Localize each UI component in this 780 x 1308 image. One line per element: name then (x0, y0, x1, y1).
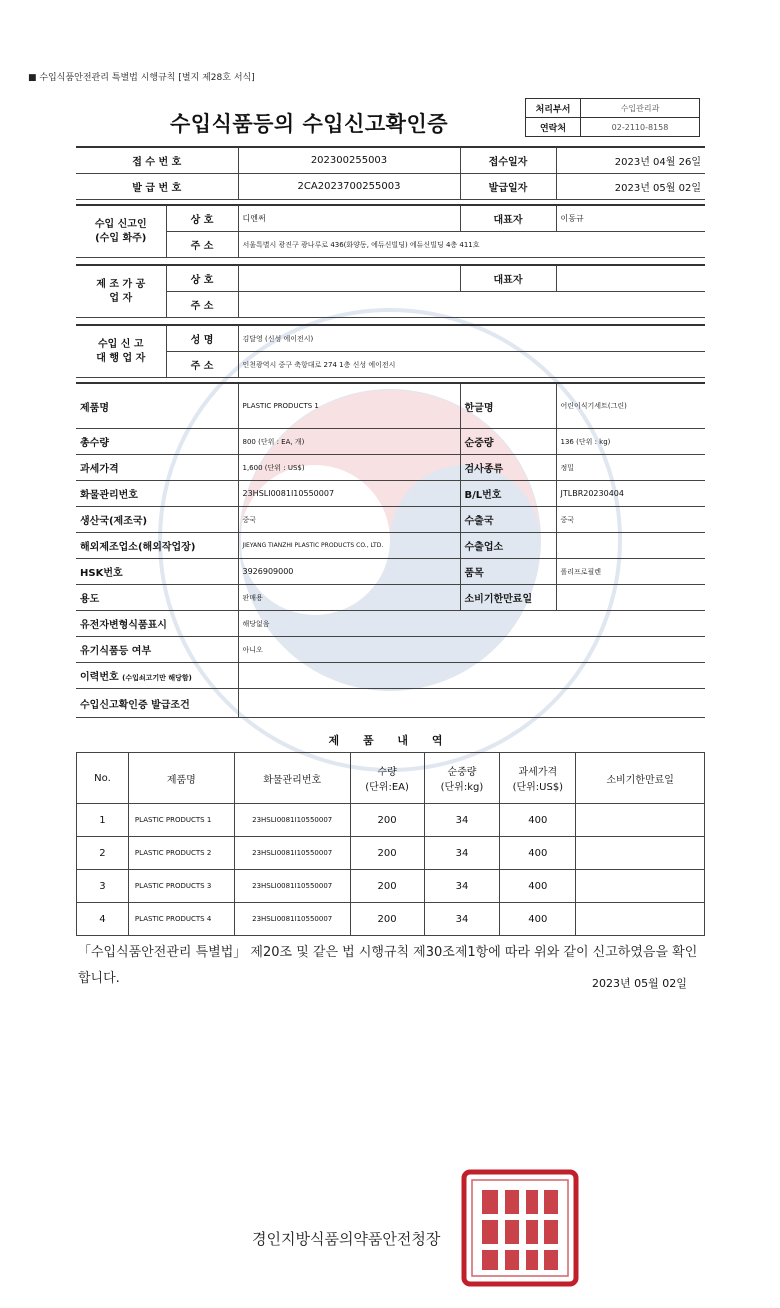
importer-rep: 이동규 (556, 205, 705, 232)
item-cargo: 23HSLI0081I10550007 (234, 837, 350, 870)
usage: 판매용 (238, 585, 460, 611)
agent-name: 김달영 (신성 에이전시) (238, 325, 705, 352)
expiry (556, 585, 705, 611)
manufacturer-rep (556, 265, 705, 292)
issue-date: 2023년 05월 02일 (556, 174, 705, 200)
items-section-title: 제 품 내 역 (328, 734, 453, 747)
dept-value: 수입관리과 (581, 99, 700, 118)
item-cargo: 23HSLI0081I10550007 (234, 903, 350, 936)
table-row (77, 837, 705, 870)
usage-label: 용도 (76, 585, 238, 611)
col-qty: 수량 (단위:EA) (350, 753, 424, 804)
total-qty: 800 (단위 : EA, 개) (238, 429, 460, 455)
item-name: PLASTIC PRODUCTS 4 (128, 903, 234, 936)
contact-value: 02-2110-8158 (581, 118, 700, 137)
receipt-no-label: 접 수 번 호 (76, 147, 238, 174)
korean-name-label: 한글명 (460, 383, 556, 429)
condition (238, 689, 705, 718)
issue-date-label: 발급일자 (460, 174, 556, 200)
manufacturer-rep-label: 대표자 (460, 265, 556, 292)
receipt-no: 202300255003 (238, 147, 460, 174)
document-title: 수입식품등의 수입신고확인증 (170, 112, 449, 136)
table-row (77, 870, 705, 903)
item-qty: 200 (350, 804, 424, 837)
item-weight: 34 (424, 804, 500, 837)
agent-name-label: 성 명 (166, 325, 238, 352)
item-cargo: 23HSLI0081I10550007 (234, 804, 350, 837)
item-no: 1 (77, 804, 129, 837)
col-cargo: 화물관리번호 (234, 753, 350, 804)
item-no: 3 (77, 870, 129, 903)
importer-name-label: 상 호 (166, 205, 238, 232)
item-name: PLASTIC PRODUCTS 1 (128, 804, 234, 837)
importer-rep-label: 대표자 (460, 205, 556, 232)
hsk-label: HSK번호 (76, 559, 238, 585)
cargo-no: 23HSLI0081I10550007 (238, 481, 460, 507)
items-table (76, 752, 705, 936)
manufacturer-name (238, 265, 460, 292)
col-price: 과세가격 (단위:US$) (500, 753, 576, 804)
product-table (76, 382, 705, 718)
hsk: 3926909000 (238, 559, 460, 585)
department-box (525, 98, 700, 137)
origin: 중국 (238, 507, 460, 533)
product-name-label: 제품명 (76, 383, 238, 429)
gmo-label: 유전자변형식품표시 (76, 611, 238, 637)
inspection: 정밀 (556, 455, 705, 481)
importer-addr-label: 주 소 (166, 232, 238, 258)
taxable-price: 1,600 (단위 : US$) (238, 455, 460, 481)
form-reference-note: ■ 수입식품안전관리 특별법 시행규칙 [별지 제28호 서식] (28, 73, 255, 83)
table-row (77, 804, 705, 837)
net-weight: 136 (단위 : kg) (556, 429, 705, 455)
manufacturer-addr (238, 292, 705, 318)
net-weight-label: 순중량 (460, 429, 556, 455)
item-name: PLASTIC PRODUCTS 3 (128, 870, 234, 903)
exporter (556, 533, 705, 559)
contact-label: 연락처 (526, 118, 581, 137)
expiry-label: 소비기한만료일 (460, 585, 556, 611)
origin-label: 생산국(제조국) (76, 507, 238, 533)
issue-no: 2CA2023700255003 (238, 174, 460, 200)
table-row (77, 903, 705, 936)
issuing-office: 경인지방식품의약품안전청장 (252, 1230, 441, 1248)
confirmation-statement: 「수입식품안전관리 특별법」 제20조 및 같은 법 시행규칙 제30조제1항에 따라 위와 같이 신고하였음을 확인합니다. (78, 945, 698, 986)
dept-label: 처리부서 (526, 99, 581, 118)
cargo-no-label: 화물관리번호 (76, 481, 238, 507)
export-country-label: 수출국 (460, 507, 556, 533)
inspection-label: 검사종류 (460, 455, 556, 481)
importer-group-label: 수입 신고인 (수입 화주) (76, 205, 166, 258)
item-qty: 200 (350, 837, 424, 870)
agent-addr-label: 주 소 (166, 352, 238, 378)
item-price: 400 (500, 837, 576, 870)
item-price: 400 (500, 804, 576, 837)
overseas-mfr-label: 해외제조업소(해외작업장) (76, 533, 238, 559)
col-name: 제품명 (128, 753, 234, 804)
item-no: 4 (77, 903, 129, 936)
receipt-table (76, 146, 705, 200)
official-seal-stamp (460, 1168, 580, 1288)
trace (238, 663, 705, 689)
receipt-date: 2023년 04월 26일 (556, 147, 705, 174)
product-name: PLASTIC PRODUCTS 1 (238, 383, 460, 429)
col-expiry: 소비기한만료일 (576, 753, 705, 804)
manufacturer-name-label: 상 호 (166, 265, 238, 292)
trace-label: 이력번호 (80, 672, 119, 683)
trace-label-cell (76, 663, 238, 689)
items-header-row (77, 753, 705, 804)
item-weight: 34 (424, 903, 500, 936)
total-qty-label: 총수량 (76, 429, 238, 455)
item-name: PLASTIC PRODUCTS 2 (128, 837, 234, 870)
item-expiry (576, 804, 705, 837)
bl-no-label: B/L번호 (460, 481, 556, 507)
gmo: 해당없음 (238, 611, 705, 637)
taxable-price-label: 과세가격 (76, 455, 238, 481)
importer-table (76, 204, 705, 258)
organic-label: 유기식품등 여부 (76, 637, 238, 663)
manufacturer-addr-label: 주 소 (166, 292, 238, 318)
agent-addr: 인천광역시 중구 축항대로 274 1층 신성 에이전시 (238, 352, 705, 378)
agent-group-label: 수입 신 고 대 행 업 자 (76, 325, 166, 378)
item: 폴리프로필렌 (556, 559, 705, 585)
korean-name: 어린이식기세트(그린) (556, 383, 705, 429)
item-cargo: 23HSLI0081I10550007 (234, 870, 350, 903)
item-expiry (576, 837, 705, 870)
item-label: 품목 (460, 559, 556, 585)
col-weight: 순중량 (단위:kg) (424, 753, 500, 804)
overseas-mfr: JIEYANG TIANZHI PLASTIC PRODUCTS CO., LTD. (238, 533, 460, 559)
importer-name: 디엔써 (238, 205, 460, 232)
item-price: 400 (500, 903, 576, 936)
item-expiry (576, 903, 705, 936)
trace-note: (수입쇠고기만 해당함) (122, 674, 192, 682)
organic: 아니오 (238, 637, 705, 663)
receipt-date-label: 접수일자 (460, 147, 556, 174)
item-qty: 200 (350, 870, 424, 903)
col-no: No. (77, 753, 129, 804)
item-qty: 200 (350, 903, 424, 936)
manufacturer-table (76, 264, 705, 318)
importer-addr: 서울특별시 광진구 광나루로 436(화양동, 에듀신빌딩) 에듀신빌딩 4층 411호 (238, 232, 705, 258)
item-expiry (576, 870, 705, 903)
statement-date: 2023년 05월 02일 (592, 977, 687, 990)
issue-no-label: 발 급 번 호 (76, 174, 238, 200)
item-weight: 34 (424, 837, 500, 870)
condition-label: 수입신고확인증 발급조건 (76, 689, 238, 718)
bl-no: JTLBR20230404 (556, 481, 705, 507)
item-no: 2 (77, 837, 129, 870)
agent-table (76, 324, 705, 378)
item-price: 400 (500, 870, 576, 903)
export-country: 중국 (556, 507, 705, 533)
item-weight: 34 (424, 870, 500, 903)
exporter-label: 수출업소 (460, 533, 556, 559)
manufacturer-group-label: 제 조 가 공 업 자 (76, 265, 166, 318)
